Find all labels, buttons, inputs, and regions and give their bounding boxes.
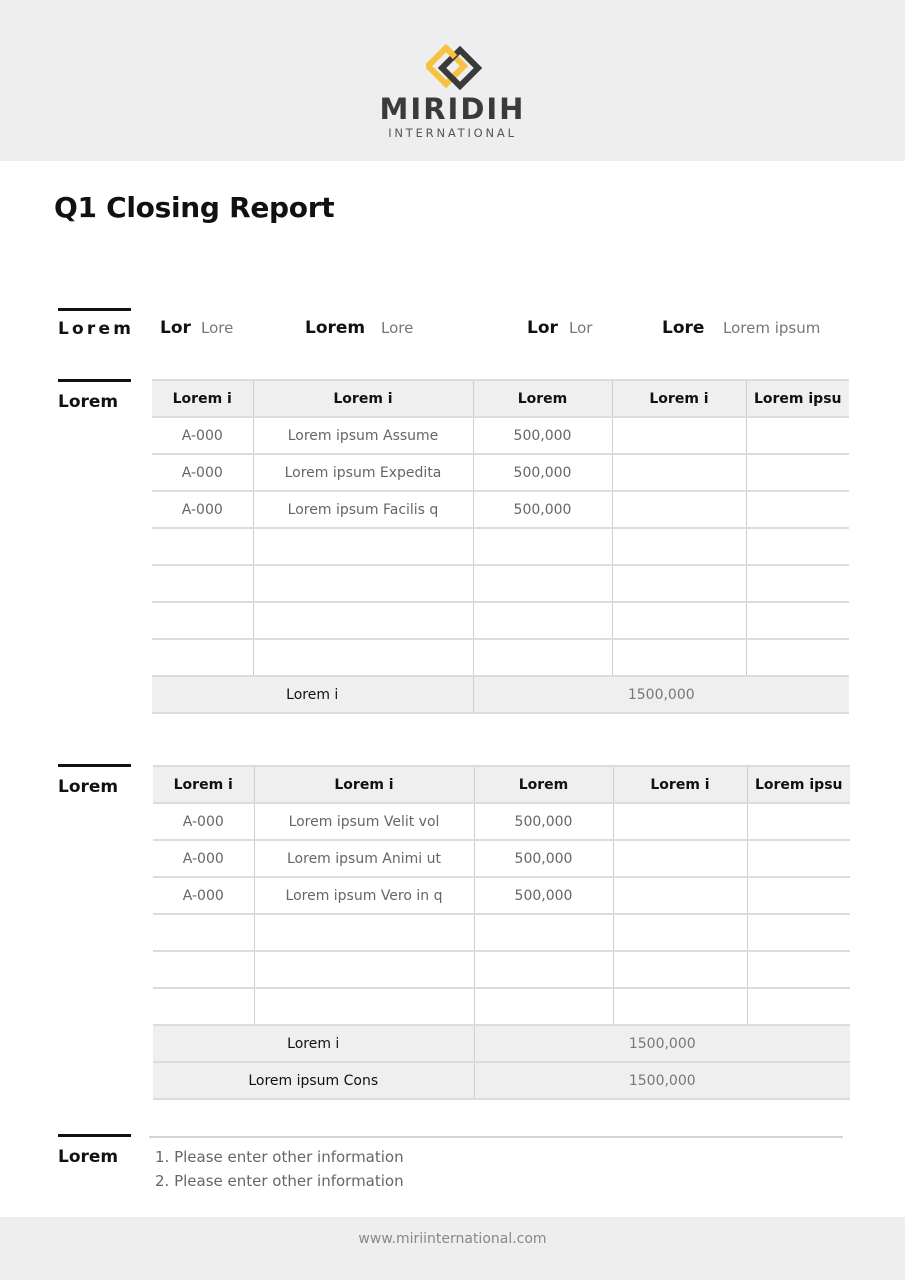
table-cell[interactable] xyxy=(747,914,850,951)
report-header xyxy=(0,0,905,161)
info-field-value[interactable]: Lore xyxy=(201,319,234,337)
note-line[interactable]: 2. Please enter other information xyxy=(155,1172,404,1190)
summary-label: Lorem ipsum Cons xyxy=(153,1062,474,1099)
info-section-label: Lorem xyxy=(58,319,135,339)
table-cell[interactable]: Lorem ipsum Assume xyxy=(253,417,473,454)
table-cell[interactable] xyxy=(612,454,746,491)
column-header: Lorem i xyxy=(152,380,253,417)
section-divider-bar xyxy=(58,379,131,382)
table-cell[interactable] xyxy=(612,565,746,602)
table-cell[interactable] xyxy=(253,639,473,676)
table-cell[interactable]: 500,000 xyxy=(474,840,613,877)
footer-website-link[interactable]: www.miriinternational.com xyxy=(358,1231,547,1247)
table-cell[interactable] xyxy=(746,565,849,602)
table-cell[interactable] xyxy=(254,914,474,951)
summary-value[interactable]: 1500,000 xyxy=(474,1025,850,1062)
column-header: Lorem i xyxy=(254,766,474,803)
section-divider-bar xyxy=(58,1134,131,1137)
brand-name: MIRIDIH xyxy=(379,92,526,126)
table-row xyxy=(153,951,850,988)
table-cell[interactable] xyxy=(613,951,747,988)
table-cell[interactable] xyxy=(747,988,850,1025)
table-cell[interactable]: 500,000 xyxy=(474,803,613,840)
table-cell[interactable]: 500,000 xyxy=(474,877,613,914)
info-field-key: Lorem xyxy=(305,318,366,338)
table-cell[interactable] xyxy=(254,951,474,988)
column-header: Lorem i xyxy=(612,380,746,417)
table2 xyxy=(153,765,850,1100)
table-cell[interactable] xyxy=(153,914,254,951)
page-title: Q1 Closing Report xyxy=(54,191,335,224)
table-cell[interactable]: A-000 xyxy=(153,803,254,840)
table-cell[interactable]: Lorem ipsum Animi ut xyxy=(254,840,474,877)
table-cell[interactable]: 500,000 xyxy=(473,491,612,528)
table-cell[interactable] xyxy=(152,565,253,602)
column-header: Lorem ipsu xyxy=(747,766,850,803)
table-row xyxy=(152,565,849,602)
column-header: Lorem xyxy=(473,380,612,417)
table-row xyxy=(153,803,850,840)
table-cell[interactable] xyxy=(612,602,746,639)
table-header-row xyxy=(152,380,849,417)
table-cell[interactable]: Lorem ipsum Facilis q xyxy=(253,491,473,528)
table-cell[interactable] xyxy=(747,803,850,840)
table-cell[interactable] xyxy=(612,528,746,565)
table-cell[interactable] xyxy=(474,914,613,951)
info-field-value[interactable]: Lor xyxy=(569,319,593,337)
table-cell[interactable] xyxy=(746,639,849,676)
table-cell[interactable] xyxy=(746,528,849,565)
info-field-key: Lor xyxy=(160,318,191,338)
table-row xyxy=(152,528,849,565)
table-cell[interactable] xyxy=(613,988,747,1025)
info-field-key: Lor xyxy=(527,318,558,338)
table-cell[interactable] xyxy=(473,602,612,639)
table-row xyxy=(153,877,850,914)
table-row xyxy=(152,454,849,491)
note-line[interactable]: 1. Please enter other information xyxy=(155,1148,404,1166)
notes-divider xyxy=(149,1136,843,1138)
column-header: Lorem i xyxy=(613,766,747,803)
table-cell[interactable]: A-000 xyxy=(152,417,253,454)
table-cell[interactable] xyxy=(613,877,747,914)
table-row xyxy=(153,840,850,877)
table1 xyxy=(152,379,849,714)
table-cell[interactable] xyxy=(613,914,747,951)
summary-row xyxy=(152,676,849,713)
table-cell[interactable] xyxy=(473,565,612,602)
table-cell[interactable] xyxy=(612,491,746,528)
table-cell[interactable] xyxy=(613,840,747,877)
table-cell[interactable] xyxy=(253,528,473,565)
table-cell[interactable] xyxy=(254,988,474,1025)
interlocking-diamonds-logo-icon xyxy=(426,44,482,92)
table-cell[interactable]: Lorem ipsum Vero in q xyxy=(254,877,474,914)
table-cell[interactable] xyxy=(253,602,473,639)
table-cell[interactable]: Lorem ipsum Expedita xyxy=(253,454,473,491)
summary-value[interactable]: 1500,000 xyxy=(473,676,849,713)
table-cell[interactable] xyxy=(747,951,850,988)
table-cell[interactable]: A-000 xyxy=(153,877,254,914)
info-field-value[interactable]: Lorem ipsum xyxy=(723,319,821,337)
table-cell[interactable] xyxy=(746,417,849,454)
summary-label: Lorem i xyxy=(152,676,473,713)
table-cell[interactable] xyxy=(253,565,473,602)
table-cell[interactable] xyxy=(746,602,849,639)
table-cell[interactable] xyxy=(746,454,849,491)
table-cell[interactable]: Lorem ipsum Velit vol xyxy=(254,803,474,840)
brand-subtitle: INTERNATIONAL xyxy=(388,126,517,140)
column-header: Lorem ipsu xyxy=(746,380,849,417)
table-cell[interactable]: A-000 xyxy=(152,491,253,528)
report-footer xyxy=(0,1217,905,1280)
table-row xyxy=(152,417,849,454)
table-row xyxy=(153,988,850,1025)
table-cell[interactable]: A-000 xyxy=(153,840,254,877)
table-row xyxy=(153,914,850,951)
column-header: Lorem i xyxy=(253,380,473,417)
table-row xyxy=(152,639,849,676)
table-cell[interactable] xyxy=(612,639,746,676)
summary-value[interactable]: 1500,000 xyxy=(474,1062,850,1099)
summary-label: Lorem i xyxy=(153,1025,474,1062)
table-cell[interactable] xyxy=(474,951,613,988)
table-cell[interactable] xyxy=(747,840,850,877)
table-cell[interactable] xyxy=(152,639,253,676)
section-divider-bar xyxy=(58,308,131,311)
table-cell[interactable]: A-000 xyxy=(152,454,253,491)
notes-section-label: Lorem xyxy=(58,1147,119,1167)
table1-section-label: Lorem xyxy=(58,392,119,412)
table-cell[interactable] xyxy=(746,491,849,528)
table-cell[interactable] xyxy=(612,417,746,454)
table-cell[interactable] xyxy=(152,602,253,639)
section-divider-bar xyxy=(58,764,131,767)
table-cell[interactable] xyxy=(473,528,612,565)
info-field-key: Lore xyxy=(662,318,705,338)
table-cell[interactable] xyxy=(747,877,850,914)
table-cell[interactable] xyxy=(153,988,254,1025)
table-cell[interactable]: 500,000 xyxy=(473,417,612,454)
table-cell[interactable]: 500,000 xyxy=(473,454,612,491)
table-cell[interactable] xyxy=(152,528,253,565)
table-cell[interactable] xyxy=(153,951,254,988)
column-header: Lorem i xyxy=(153,766,254,803)
table-cell[interactable] xyxy=(473,639,612,676)
table2-section-label: Lorem xyxy=(58,777,119,797)
info-field-value[interactable]: Lore xyxy=(381,319,414,337)
summary-row xyxy=(153,1025,850,1062)
summary-row xyxy=(153,1062,850,1099)
table-header-row xyxy=(153,766,850,803)
table-row xyxy=(152,602,849,639)
table-cell[interactable] xyxy=(613,803,747,840)
column-header: Lorem xyxy=(474,766,613,803)
table-cell[interactable] xyxy=(474,988,613,1025)
table-row xyxy=(152,491,849,528)
